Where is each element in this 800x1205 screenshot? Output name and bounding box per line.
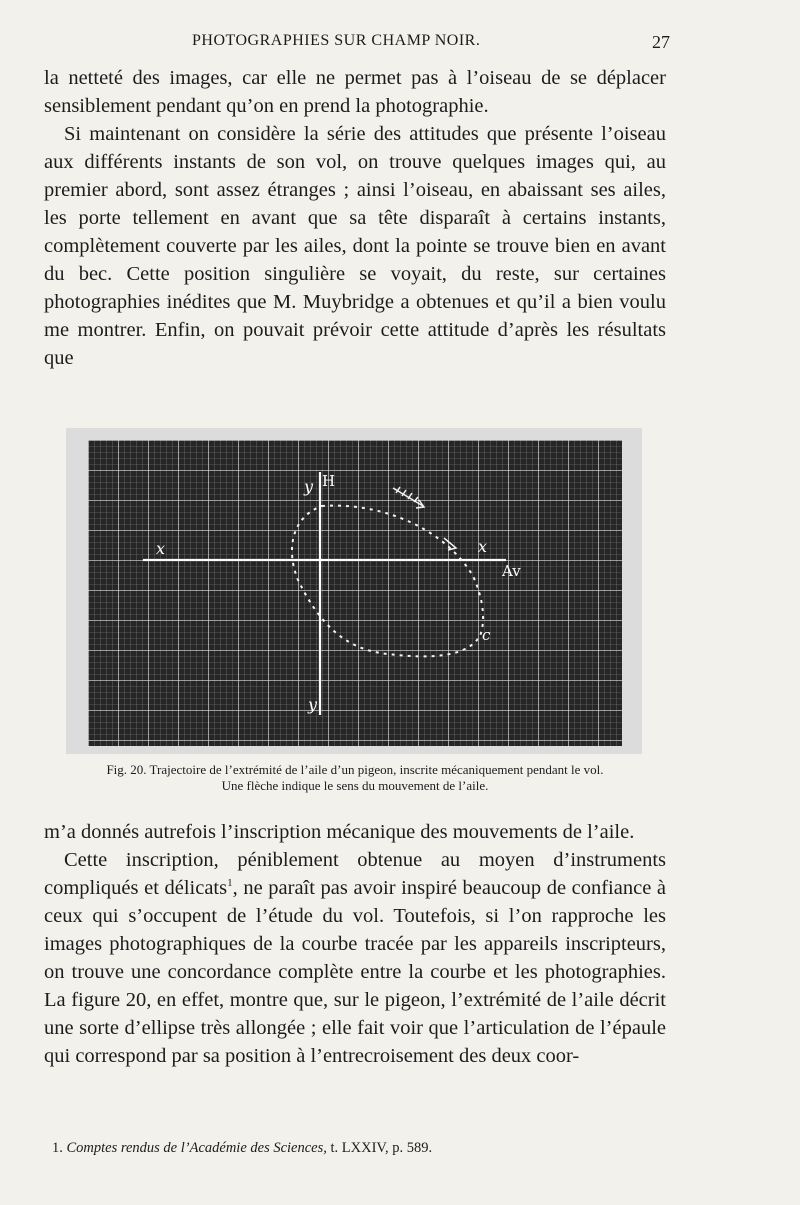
running-head [44, 32, 670, 56]
footnote-number: 1. [52, 1140, 63, 1156]
label-right-x: x [478, 537, 488, 556]
footnote-source: Comptes rendus de l’Académie des Sciences, [66, 1140, 327, 1156]
caption-line-1: Fig. 20. Trajectoire de l’extrémité de l’aile d’un pigeon, inscrite mécaniquement pendant le vol. [106, 762, 604, 777]
paragraph-4-part-1: Cette inscription, péniblement obtenue au moyen d’instruments compliqués et délicats [44, 849, 666, 899]
paragraph-1: la netteté des images, car elle ne permet pas à l’oiseau de se déplacer sensiblement pendant qu’on en prend la photographie. [44, 67, 666, 117]
label-bottom-y: y [308, 695, 318, 714]
paragraph-3: m’a donnés autrefois l’inscription mécanique des mouvements de l’aile. [44, 821, 635, 843]
label-av: Av [502, 562, 521, 580]
running-title: PHOTOGRAPHIES SUR CHAMP NOIR. [192, 32, 481, 49]
caption-line-2: Une flèche indique le sens du mouvement de l’aile. [221, 778, 489, 793]
page-number: 27 [652, 32, 670, 52]
paragraph-4-part-2: , ne paraît pas avoir inspiré beaucoup de confiance à ceux qui s’occupent de l’étude du vol. Toutefois, si l’on rapproche les images photographiques de la courbe tracée par les appareils inscripteurs, on trouve une concordance complète entre la courbe et les photographies. La figure 20, en effet, montre que, sur le pigeon, l’extrémité de l’aile décrit une sorte d’ellipse très allongée ; elle fait voir que l’articulation de l’épaule qui correspond par sa position à l’entrecroisement des deux coor- [44, 877, 666, 1067]
wing-trajectory-figure [88, 440, 622, 746]
figure-caption [44, 762, 666, 794]
body-text-bottom [44, 818, 666, 1070]
label-h: H [322, 472, 336, 490]
label-left-x: x [156, 539, 166, 558]
footnote-ref: t. LXXIV, p. 589. [330, 1140, 433, 1156]
footnote [52, 1140, 652, 1157]
label-top-y: y [304, 477, 314, 496]
coarse-grid [88, 440, 622, 746]
body-text-top [44, 64, 666, 372]
paragraph-4 [44, 846, 666, 1070]
paragraph-2: Si maintenant on considère la série des attitudes que présente l’oiseau aux différents instants de son vol, on trouve quelques images qui, au premier abord, sont assez étranges ; ainsi l’oiseau, en abaissant ses ailes, les porte tellement en avant que sa tête disparaît à certains instants, complètement couverte par les ailes, dont la pointe se trouve bien en avant du bec. Cette position singulière se voyait, du reste, sur certaines photographies inédites que M. Muybridge a obtenues et qu’il a bien voulu me montrer. Enfin, on pouvait prévoir cette attitude d’après les résultats que [44, 123, 666, 369]
footnote-reference: 1 [227, 877, 233, 890]
label-c: c [482, 626, 491, 644]
